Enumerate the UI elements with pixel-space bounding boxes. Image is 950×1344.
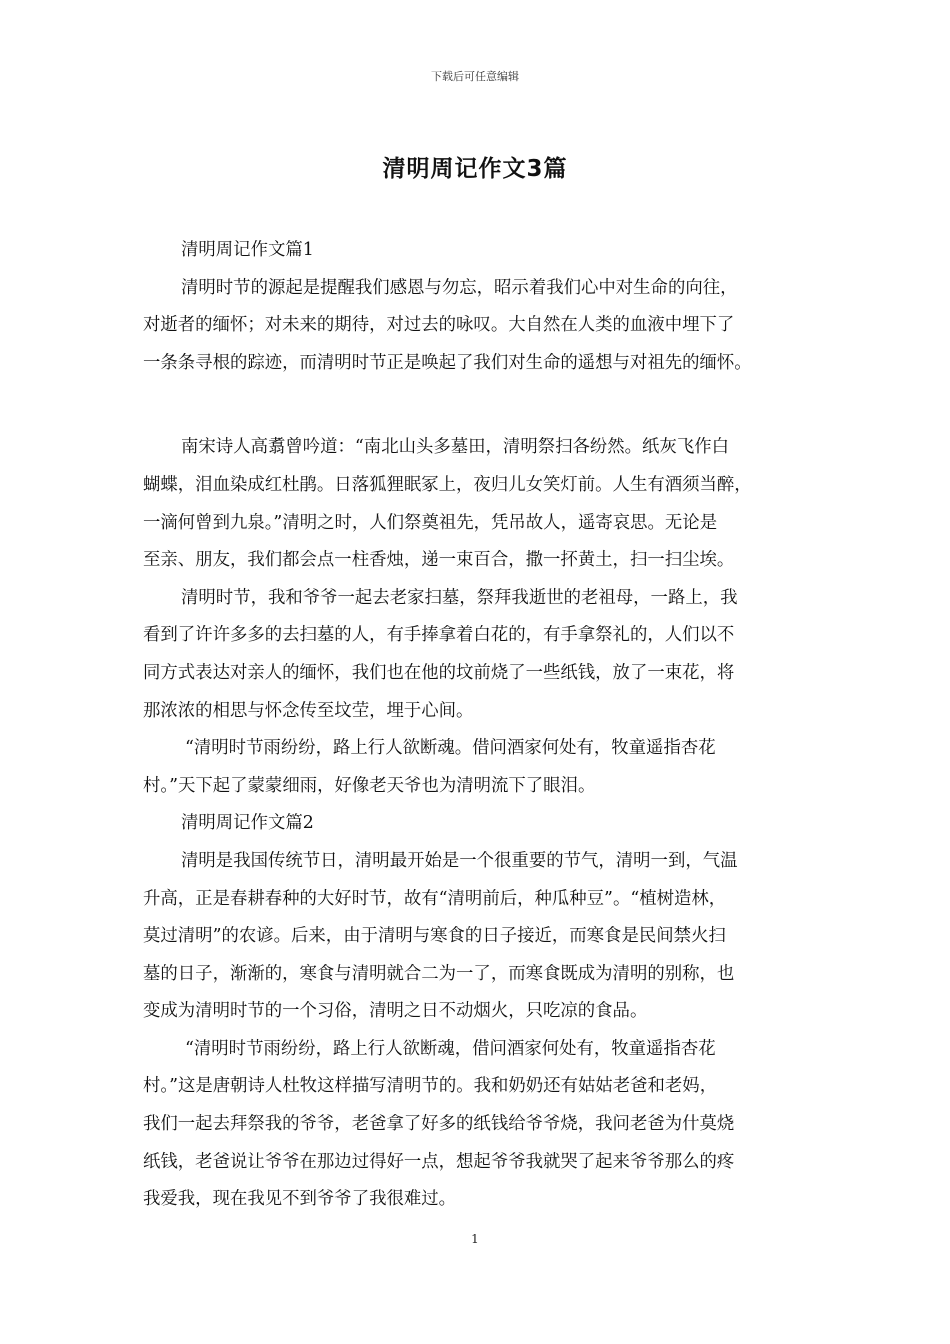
text-line: 村。”这是唐朝诗人杜牧这样描写清明节的。我和奶奶还有姑姑老爸和老妈， bbox=[143, 1076, 718, 1097]
text-line: 墓的日子，渐渐的，寒食与清明就合二为一了，而寒食既成为清明的别称，也 bbox=[143, 963, 735, 984]
text-line: 升高，正是春耕春种的大好时节，故有“清明前后，种瓜种豆”。“植树造林， bbox=[143, 888, 727, 909]
text-line: 对逝者的缅怀；对未来的期待，对过去的咏叹。大自然在人类的血液中埋下了 bbox=[143, 315, 735, 336]
text-line: 清明时节，我和爷爷一起去老家扫墓，祭拜我逝世的老祖母，一路上，我 bbox=[181, 587, 738, 608]
text-line: 我爱我，现在我见不到爷爷了我很难过。 bbox=[143, 1189, 457, 1210]
text-line: 一滴何曾到九泉。”清明之时，人们祭奠祖先，凭吊故人，遥寄哀思。无论是 bbox=[143, 512, 718, 533]
text-line: 同方式表达对亲人的缅怀，我们也在他的坟前烧了一些纸钱，放了一束花，将 bbox=[143, 662, 735, 683]
text-line: 看到了许许多多的去扫墓的人，有手捧拿着白花的，有手拿祭礼的，人们以不 bbox=[143, 625, 735, 646]
section-heading-1: 清明周记作文篇1 bbox=[181, 240, 314, 260]
paragraph-gap bbox=[143, 382, 809, 429]
text-line: 南宋诗人高翥曾吟道：“南北山头多墓田，清明祭扫各纷然。纸灰飞作白 bbox=[181, 437, 730, 458]
document-title: 清明周记作文3篇 bbox=[382, 156, 568, 182]
document-body bbox=[143, 232, 809, 1219]
text-line: 变成为清明时节的一个习俗，清明之日不动烟火，只吃凉的食品。 bbox=[143, 1001, 648, 1022]
text-line: 清明时节的源起是提醒我们感恩与勿忘，昭示着我们心中对生命的向往， bbox=[181, 277, 738, 298]
page-number: 1 bbox=[471, 1232, 479, 1246]
text-line: 莫过清明”的农谚。后来，由于清明与寒食的日子接近，而寒食是民间禁火扫 bbox=[143, 926, 726, 947]
text-line: “清明时节雨纷纷，路上行人欲断魂，借问酒家何处有，牧童遥指杏花 bbox=[185, 1038, 716, 1059]
text-line: “清明时节雨纷纷，路上行人欲断魂。借问酒家何处有，牧童遥指杏花 bbox=[185, 738, 716, 759]
text-line: 纸钱，老爸说让爷爷在那边过得好一点，想起爷爷我就哭了起来爷爷那么的疼 bbox=[143, 1151, 735, 1172]
text-line: 清明是我国传统节日，清明最开始是一个很重要的节气，清明一到，气温 bbox=[181, 850, 738, 871]
text-line: 那浓浓的相思与怀念传至坟茔，埋于心间。 bbox=[143, 700, 474, 721]
text-line: 至亲、朋友，我们都会点一柱香烛，递一束百合，撒一抔黄土，扫一扫尘埃。 bbox=[143, 550, 735, 571]
section-heading-2: 清明周记作文篇2 bbox=[181, 813, 314, 834]
header-note: 下载后可任意编辑 bbox=[431, 70, 519, 83]
text-line: 蝴蝶，泪血染成红杜鹃。日落狐狸眠冢上，夜归儿女笑灯前。人生有酒须当醉， bbox=[143, 474, 752, 495]
text-line: 一条条寻根的踪迹，而清明时节正是唤起了我们对生命的遥想与对祖先的缅怀。 bbox=[143, 352, 752, 373]
text-line: 我们一起去拜祭我的爷爷，老爸拿了好多的纸钱给爷爷烧，我问老爸为什莫烧 bbox=[143, 1114, 735, 1135]
text-line: 村。”天下起了蒙蒙细雨，好像老天爷也为清明流下了眼泪。 bbox=[143, 775, 596, 796]
